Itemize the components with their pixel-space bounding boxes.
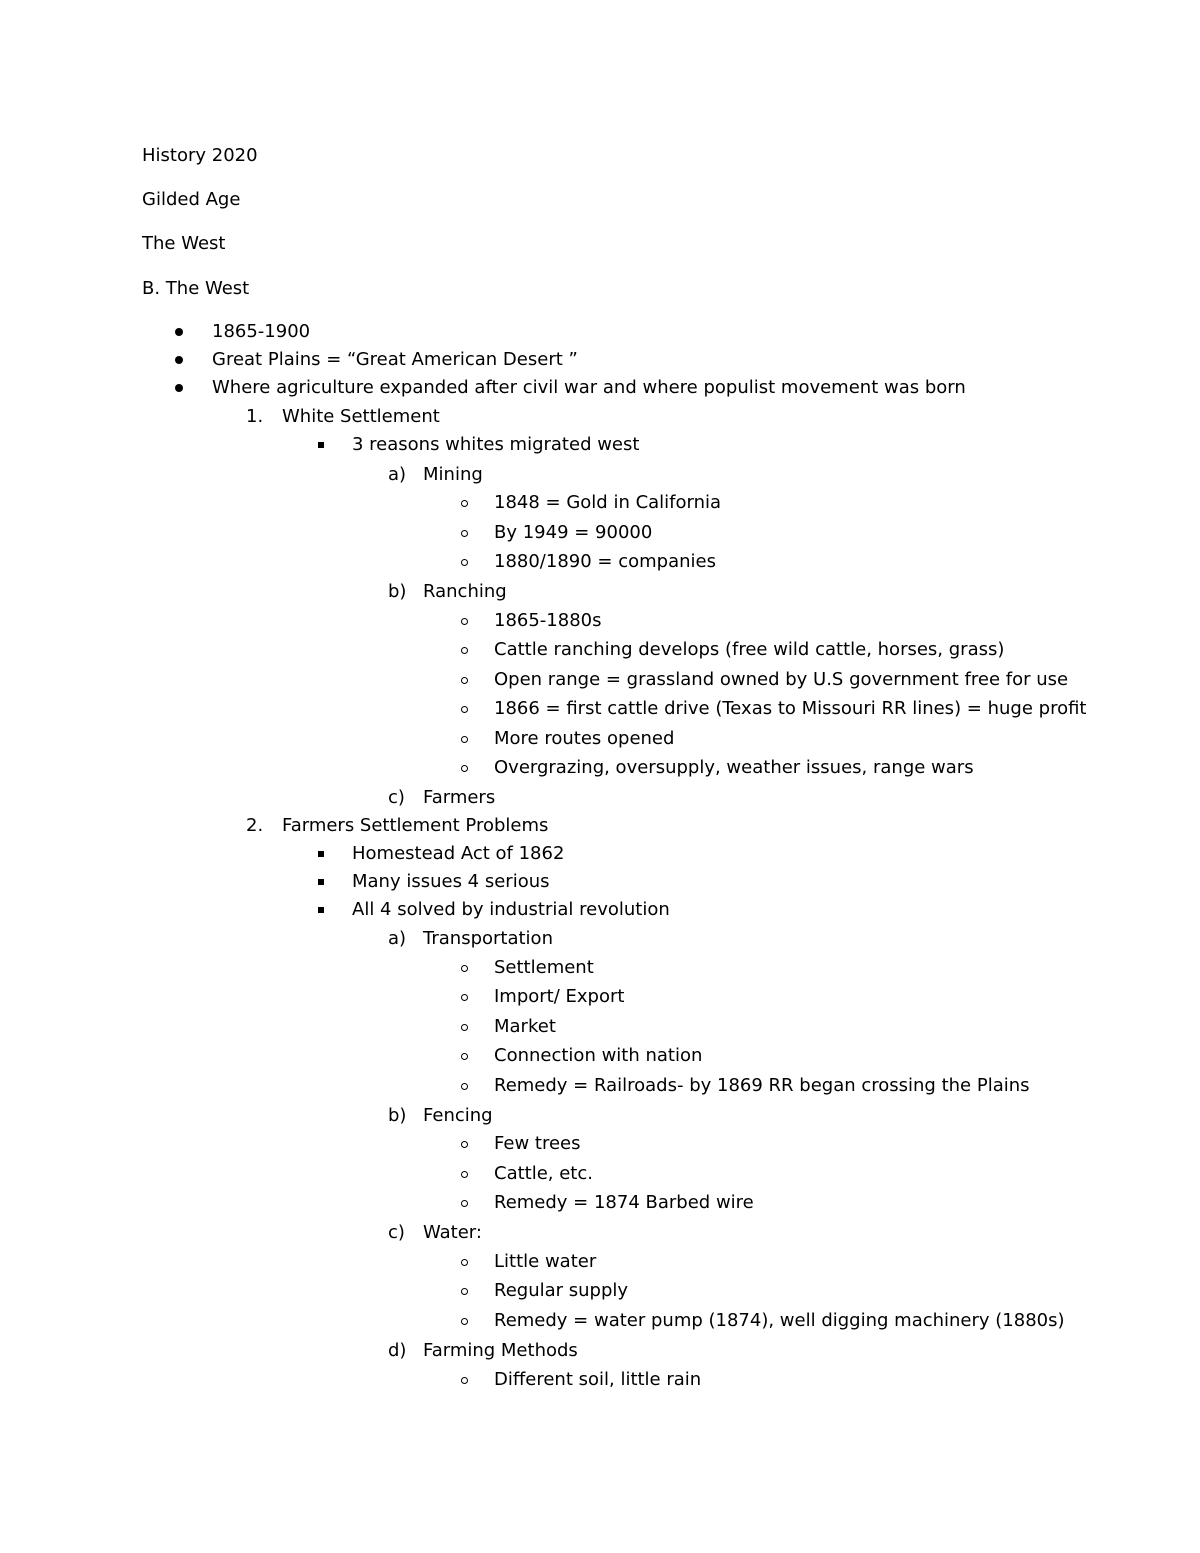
list-item: Import/ Export [494,986,625,1007]
list-item: 1880/1890 = companies [494,551,716,572]
sub-letter: a) [388,928,407,949]
point-item: Homestead Act of 1862 [352,843,565,864]
list-item: By 1949 = 90000 [494,522,653,543]
circle-bullet-icon [461,1141,468,1148]
circle-bullet-icon [461,677,468,684]
list-item: Different soil, little rain [494,1369,702,1390]
sub-title: Fencing [423,1105,493,1126]
bullet-item: Great Plains = “Great American Desert ” [212,349,578,370]
list-item: Remedy = water pump (1874), well digging machinery (1880s) [494,1310,1065,1331]
bullet-dot-icon [175,384,183,392]
circle-bullet-icon [461,765,468,772]
bullet-dot-icon [175,356,183,364]
list-item: Remedy = Railroads- by 1869 RR began crossing the Plains [494,1075,1030,1096]
part-title: Farmers Settlement Problems [282,815,549,836]
circle-bullet-icon [461,530,468,537]
list-item: Overgrazing, oversupply, weather issues, range wars [494,757,974,778]
circle-bullet-icon [461,1171,468,1178]
circle-bullet-icon [461,1377,468,1384]
point-item: Many issues 4 serious [352,871,550,892]
circle-bullet-icon [461,618,468,625]
circle-bullet-icon [461,736,468,743]
circle-bullet-icon [461,559,468,566]
list-item: Remedy = 1874 Barbed wire [494,1192,754,1213]
sub-title: Mining [423,464,483,485]
circle-bullet-icon [461,500,468,507]
topic-title: The West [142,233,226,254]
circle-bullet-icon [461,706,468,713]
list-item: 1865-1880s [494,610,602,631]
list-item: Few trees [494,1133,581,1154]
square-bullet-icon [318,879,324,885]
course-title: History 2020 [142,145,258,166]
section-title: B. The West [142,278,250,299]
circle-bullet-icon [461,1083,468,1090]
sub-title: Farmers [423,787,496,808]
list-item: Open range = grassland owned by U.S government free for use [494,669,1069,690]
bullet-item: 1865-1900 [212,321,311,342]
list-item: Settlement [494,957,594,978]
list-item: More routes opened [494,728,675,749]
list-item: 1848 = Gold in California [494,492,722,513]
list-item: Little water [494,1251,597,1272]
part-number: 1. [246,406,264,427]
list-item: 1866 = first cattle drive (Texas to Missouri RR lines) = huge profit [494,698,1087,719]
list-item: Connection with nation [494,1045,703,1066]
part-number: 2. [246,815,264,836]
list-item: Cattle ranching develops (free wild cattle, horses, grass) [494,639,1005,660]
square-bullet-icon [318,442,324,448]
list-item: Market [494,1016,556,1037]
sub-title: Transportation [423,928,553,949]
bullet-dot-icon [175,328,183,336]
sub-letter: b) [388,581,407,602]
square-bullet-icon [318,907,324,913]
circle-bullet-icon [461,965,468,972]
sub-letter: b) [388,1105,407,1126]
sub-letter: c) [388,1222,405,1243]
circle-bullet-icon [461,1259,468,1266]
list-item: Regular supply [494,1280,629,1301]
list-item: Cattle, etc. [494,1163,593,1184]
bullet-item: Where agriculture expanded after civil war and where populist movement was born [212,377,966,398]
sub-letter: d) [388,1340,407,1361]
point-item: All 4 solved by industrial revolution [352,899,670,920]
sub-title: Farming Methods [423,1340,578,1361]
circle-bullet-icon [461,1288,468,1295]
sub-letter: a) [388,464,407,485]
sub-letter: c) [388,787,405,808]
point-item: 3 reasons whites migrated west [352,434,640,455]
circle-bullet-icon [461,1053,468,1060]
era-title: Gilded Age [142,189,241,210]
sub-title: Ranching [423,581,507,602]
circle-bullet-icon [461,1200,468,1207]
part-title: White Settlement [282,406,440,427]
sub-title: Water: [423,1222,482,1243]
circle-bullet-icon [461,1024,468,1031]
circle-bullet-icon [461,994,468,1001]
circle-bullet-icon [461,647,468,654]
square-bullet-icon [318,851,324,857]
circle-bullet-icon [461,1318,468,1325]
